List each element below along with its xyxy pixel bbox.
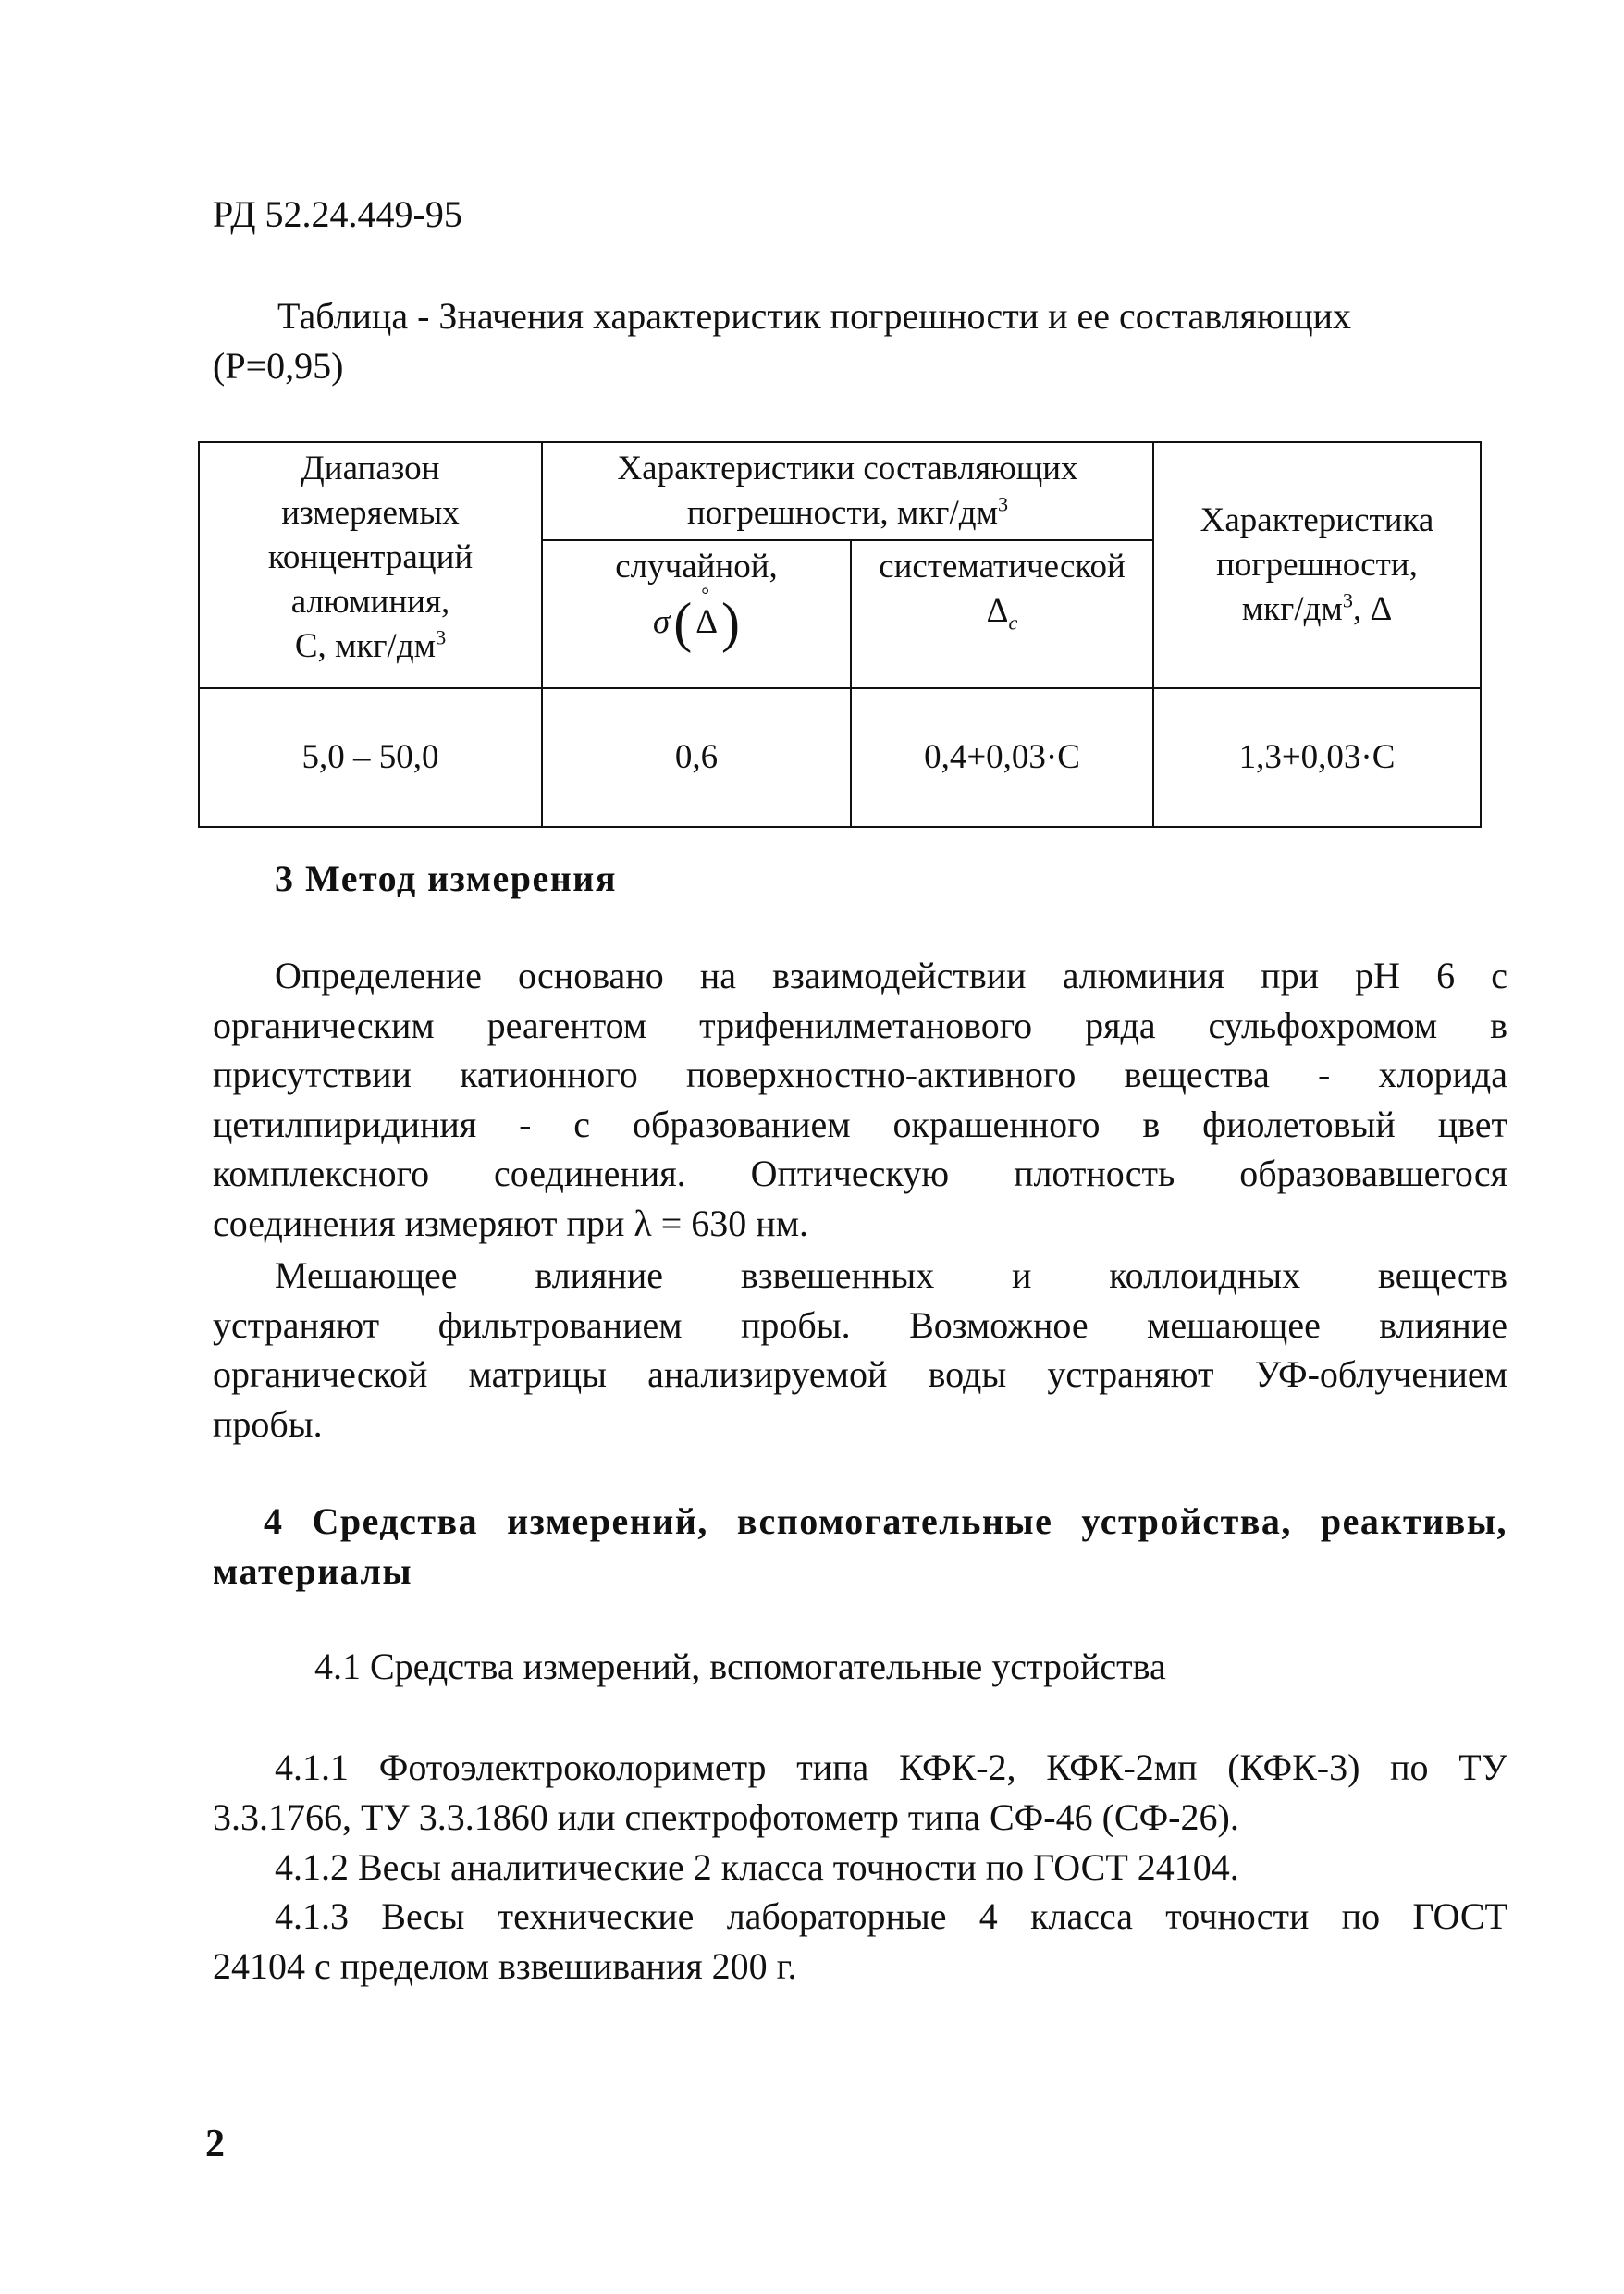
section-3-paragraph-2 xyxy=(213,1251,1507,1449)
section-3-paragraph-1 xyxy=(213,951,1507,1249)
error-characteristics-table xyxy=(198,441,1482,828)
cell-random: 0,6 xyxy=(542,688,851,827)
header-range xyxy=(199,442,542,688)
delta-symbol: Δ xyxy=(986,592,1009,631)
text-line: цетилпиридиния - с образованием окрашенного в фиолетовый цвет xyxy=(213,1103,1507,1145)
header-range-line: концентраций xyxy=(267,538,474,577)
paren-close: ) xyxy=(721,592,740,654)
superscript: 3 xyxy=(436,626,447,650)
table-caption xyxy=(213,291,1507,390)
text-line: 24104 с пределом взвешивания 200 г. xyxy=(213,1944,797,1987)
subscript: c xyxy=(1008,610,1018,635)
header-range-line: С, мкг/дм xyxy=(294,627,437,666)
header-total-line: Характеристика xyxy=(1200,500,1434,539)
ring-mark: ° xyxy=(701,583,710,607)
subsection-4-1: 4.1 Средства измерений, вспомогательные устройства xyxy=(314,1646,1166,1687)
section-4-heading xyxy=(213,1497,1507,1596)
text-line: комплексного соединения. Оптическую плотность образовавшегося xyxy=(213,1153,1507,1195)
item-4-1-3 xyxy=(213,1892,1507,1991)
delta-ring-symbol xyxy=(695,583,719,645)
header-range-line: алюминия, xyxy=(290,583,450,622)
cell-range: 5,0 – 50,0 xyxy=(199,688,542,827)
header-random xyxy=(542,540,851,688)
superscript: 3 xyxy=(1342,588,1353,612)
text-line: 4.1.3 Весы технические лабораторные 4 класса точности по ГОСТ xyxy=(275,1895,1507,1937)
text-line: органическим реагентом трифенилметанового ряда сульфохромом в xyxy=(213,1004,1507,1046)
item-4-1-2: 4.1.2 Весы аналитические 2 класса точности по ГОСТ 24104. xyxy=(275,1846,1239,1888)
text-line: 3.3.1766, ТУ 3.3.1860 или спектрофотометр типа СФ-46 (СФ-26). xyxy=(213,1795,1239,1838)
delta-symbol: Δ xyxy=(695,603,719,642)
item-4-1-1 xyxy=(213,1743,1507,1842)
header-total-line: мкг/дм xyxy=(1241,590,1343,629)
text-line: устраняют фильтрованием пробы. Возможное мешающее влияние xyxy=(213,1303,1507,1346)
text-line: присутствии катионного поверхностно-активного вещества - хлорида xyxy=(213,1054,1507,1096)
header-total-error xyxy=(1153,442,1481,688)
text-line: пробы. xyxy=(213,1402,323,1445)
table-caption-line-1: Таблица - Значения характеристик погрешности и ее составляющих xyxy=(277,295,1352,337)
text-line: Мешающее влияние взвешенных и коллоидных веществ xyxy=(275,1254,1507,1296)
cell-total: 1,3+0,03·С xyxy=(1153,688,1481,827)
table-caption-line-2: (Р=0,95) xyxy=(213,344,344,387)
sigma-formula xyxy=(652,583,740,654)
paren-open: ( xyxy=(673,592,693,654)
header-total-symbol: , Δ xyxy=(1352,590,1393,629)
header-range-line: Диапазон xyxy=(301,450,440,487)
heading-line: 4 Средства измерений, вспомогательные устройства, реактивы, xyxy=(264,1500,1507,1542)
text-line: 4.1.1 Фотоэлектроколориметр типа КФК-2, КФК-2мп (КФК-3) по ТУ xyxy=(275,1746,1507,1788)
cell-systematic: 0,4+0,03·С xyxy=(851,688,1153,827)
sigma-symbol: σ xyxy=(652,603,671,642)
page-number: 2 xyxy=(205,2123,225,2165)
document-id: РД 52.24.449-95 xyxy=(213,193,462,235)
header-group-line: Характеристики составляющих xyxy=(617,450,1078,487)
text-line: Определение основано на взаимодействии алюминия при рН 6 с xyxy=(275,955,1507,996)
header-total-line: погрешности, xyxy=(1216,546,1418,585)
heading-line: материалы xyxy=(213,1549,413,1592)
header-group-line: погрешности, мкг/дм xyxy=(686,494,998,533)
header-systematic-label: систематической xyxy=(879,548,1126,586)
header-systematic xyxy=(851,540,1153,688)
text-line: соединения измеряют при λ = 630 нм. xyxy=(213,1202,809,1244)
header-component-group xyxy=(542,442,1153,540)
header-range-line: измеряемых xyxy=(281,494,460,533)
superscript: 3 xyxy=(998,492,1009,516)
header-random-label: случайной, xyxy=(615,548,778,586)
section-3-heading: 3 Метод измерения xyxy=(275,857,617,899)
text-line: органической матрицы анализируемой воды устраняют УФ-облучением xyxy=(213,1353,1507,1396)
